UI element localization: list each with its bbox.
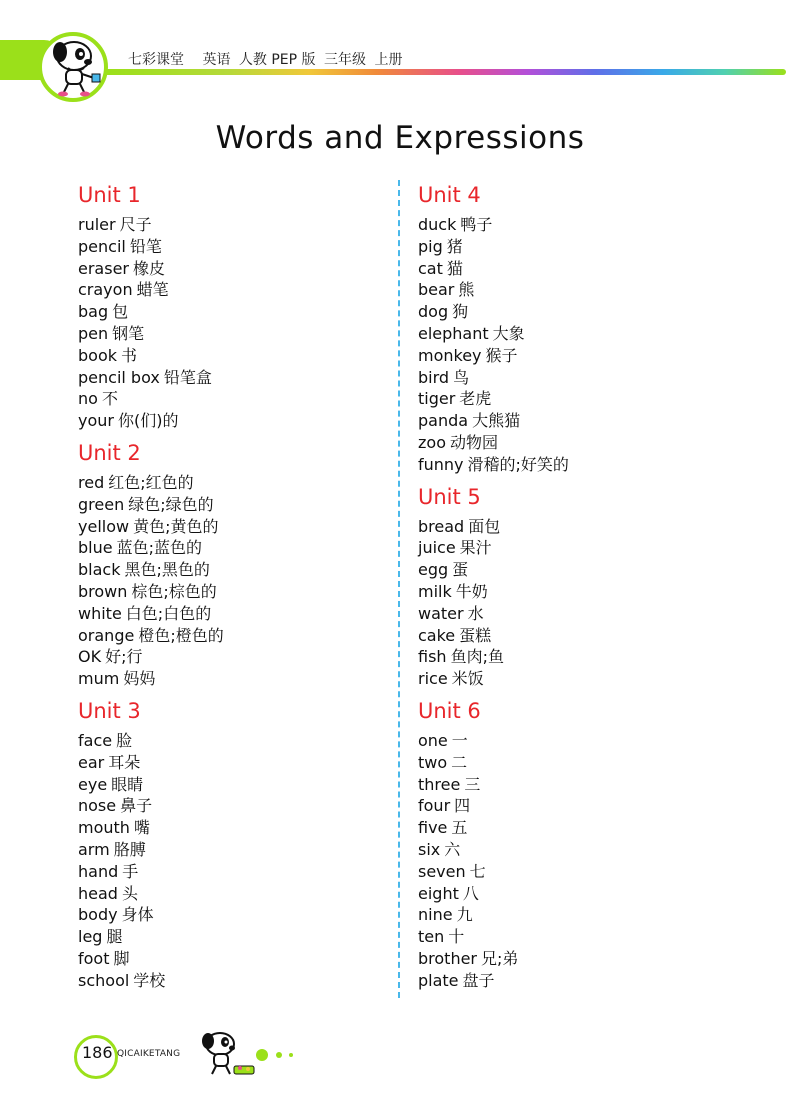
vocab-row (78, 279, 378, 301)
vocab-row (78, 904, 378, 926)
vocab-english: book (78, 345, 117, 365)
vocab-row (78, 752, 378, 774)
vocab-english: monkey (418, 345, 482, 365)
vocab-chinese: 鼻子 (120, 796, 153, 816)
vocab-row (418, 279, 758, 301)
header-grade: 三年级 (324, 52, 366, 68)
vocab-chinese: 猫 (446, 258, 463, 278)
unit-group (78, 696, 378, 992)
vocab-english: brother (418, 948, 478, 968)
vocab-chinese: 脸 (116, 730, 133, 750)
unit-group (78, 180, 378, 432)
vocab-row (418, 625, 758, 647)
vocab-english: cake (418, 625, 456, 645)
vocab-row (418, 236, 758, 258)
vocab-english: seven (418, 861, 466, 881)
vocab-row (78, 625, 378, 647)
vocab-chinese: 蛋糕 (459, 625, 492, 645)
vocab-chinese: 水 (467, 603, 484, 623)
vocab-row (78, 472, 378, 494)
vocab-row (418, 537, 758, 559)
vocab-row (418, 774, 758, 796)
vocab-chinese: 二 (451, 752, 468, 772)
vocab-chinese: 铅笔 (129, 236, 162, 256)
vocab-english: hand (78, 861, 119, 881)
vocab-row (418, 410, 758, 432)
vocab-chinese: 滑稽的;好笑的 (467, 454, 569, 474)
vocab-english: nine (418, 905, 453, 925)
vocab-english: panda (418, 411, 469, 431)
unit-heading: Unit 5 (418, 484, 481, 509)
vocab-english: egg (418, 560, 449, 580)
vocab-chinese: 包 (112, 302, 129, 322)
vocab-row (418, 258, 758, 280)
header-edition: 人教 PEP 版 (238, 52, 316, 68)
header-subject: 英语 (202, 52, 231, 68)
vocab-chinese: 不 (101, 389, 118, 409)
vocab-row (418, 516, 758, 538)
vocab-chinese: 绿色;绿色的 (128, 494, 214, 514)
header-rainbow-bar (104, 69, 786, 75)
vocab-chinese: 头 (121, 883, 138, 903)
vocab-chinese: 胳膊 (113, 839, 146, 859)
vocab-english: OK (78, 647, 102, 667)
vocab-chinese: 十 (448, 927, 465, 947)
vocab-english: pencil (78, 236, 126, 256)
vocab-row (418, 646, 758, 668)
vocab-chinese: 狗 (452, 302, 469, 322)
vocab-chinese: 红色;红色的 (108, 472, 194, 492)
unit-group (78, 438, 378, 690)
vocab-row (418, 603, 758, 625)
vocab-row (78, 795, 378, 817)
vocab-chinese: 脚 (113, 948, 130, 968)
vocab-row (78, 646, 378, 668)
vocab-chinese: 尺子 (119, 215, 152, 234)
vocab-english: white (78, 603, 122, 623)
vocab-row (78, 537, 378, 559)
vocab-chinese: 大象 (492, 323, 525, 343)
vocab-chinese: 鱼肉;鱼 (450, 647, 504, 667)
vocab-chinese: 手 (122, 861, 139, 881)
vocab-row (78, 839, 378, 861)
vocab-row (78, 603, 378, 625)
vocab-english: five (418, 818, 448, 838)
vocab-english: brown (78, 581, 128, 601)
vocab-english: yellow (78, 516, 130, 536)
vocab-chinese: 你(们)的 (117, 411, 179, 431)
header-series: 七彩课堂 (128, 52, 184, 68)
vocab-english: head (78, 883, 118, 903)
header-title (128, 49, 406, 69)
unit-heading: Unit 2 (78, 440, 141, 465)
vocab-english: one (418, 730, 448, 750)
page-number: 186 (82, 1043, 113, 1062)
vocab-row (78, 258, 378, 280)
vocab-row (418, 454, 758, 476)
vocab-row (78, 817, 378, 839)
footer-dot-large (256, 1049, 268, 1061)
vocab-chinese: 棕色;棕色的 (131, 581, 217, 601)
vocab-english: duck (418, 215, 457, 234)
vocab-row (78, 367, 378, 389)
vocab-row (418, 323, 758, 345)
vocab-chinese: 四 (454, 796, 471, 816)
vocab-row (78, 581, 378, 603)
vocab-chinese: 果汁 (459, 538, 492, 558)
unit-heading: Unit 3 (78, 698, 141, 723)
vocab-row (78, 236, 378, 258)
vocab-chinese: 腿 (106, 927, 123, 947)
vocab-chinese: 米饭 (451, 669, 484, 689)
vocab-english: crayon (78, 280, 133, 300)
vocab-english: milk (418, 581, 452, 601)
vocab-row (418, 883, 758, 905)
vocab-chinese: 猪 (446, 236, 463, 256)
vocab-chinese: 鸭子 (460, 215, 493, 234)
vocab-english: bread (418, 516, 465, 536)
vocab-row (418, 970, 758, 992)
vocab-english: plate (418, 970, 459, 990)
vocab-row (418, 581, 758, 603)
vocab-chinese: 一 (451, 730, 468, 750)
vocab-row (418, 214, 758, 236)
vocab-row (418, 795, 758, 817)
unit-heading: Unit 1 (78, 183, 141, 207)
vocab-english: your (78, 411, 114, 431)
vocab-chinese: 盘子 (462, 970, 495, 990)
right-column (418, 180, 758, 998)
vocab-chinese: 好;行 (105, 647, 143, 667)
unit-heading: Unit 6 (418, 698, 481, 723)
vocab-row (78, 970, 378, 992)
vocab-english: ear (78, 752, 105, 772)
vocab-row (78, 559, 378, 581)
vocab-row (418, 861, 758, 883)
vocab-english: dog (418, 302, 449, 322)
vocab-english: two (418, 752, 448, 772)
vocab-row (418, 817, 758, 839)
vocab-chinese: 蜡笔 (136, 280, 169, 300)
vocab-chinese: 橙色;橙色的 (138, 625, 224, 645)
vocab-chinese: 橡皮 (132, 258, 165, 278)
vocab-english: foot (78, 948, 110, 968)
vocab-english: ruler (78, 215, 116, 234)
vocab-row (418, 752, 758, 774)
vocab-english: pen (78, 323, 109, 343)
vocab-row (418, 301, 758, 323)
vocab-row (78, 926, 378, 948)
unit-group (418, 696, 758, 992)
vocab-chinese: 眼睛 (111, 774, 144, 794)
vocab-row (418, 926, 758, 948)
dog-mascot-icon (44, 34, 106, 98)
vocab-row (78, 494, 378, 516)
vocab-chinese: 耳朵 (108, 752, 141, 772)
footer-dot-small (289, 1053, 293, 1057)
vocab-row (78, 516, 378, 538)
vocab-chinese: 大熊猫 (472, 411, 521, 431)
vocab-chinese: 猴子 (485, 345, 518, 365)
vocab-row (418, 367, 758, 389)
vocab-row (78, 883, 378, 905)
vocab-row (418, 839, 758, 861)
vocab-row (418, 388, 758, 410)
vocab-chinese: 蛋 (452, 560, 469, 580)
vocab-chinese: 鸟 (453, 367, 470, 387)
vocab-english: bag (78, 302, 109, 322)
vocab-chinese: 学校 (133, 970, 166, 990)
vocab-chinese: 三 (464, 774, 481, 794)
left-column (78, 180, 378, 998)
vocab-chinese: 身体 (121, 905, 154, 925)
vocab-row (78, 301, 378, 323)
vocab-row (78, 774, 378, 796)
unit-heading: Unit 4 (418, 183, 481, 207)
vocab-english: three (418, 774, 461, 794)
vocab-chinese: 七 (469, 861, 486, 881)
vocab-chinese: 兄;弟 (481, 948, 519, 968)
vocab-row (418, 730, 758, 752)
vocab-chinese: 老虎 (459, 389, 492, 409)
vocab-english: nose (78, 796, 117, 816)
vocab-chinese: 牛奶 (455, 581, 488, 601)
vocab-row (78, 388, 378, 410)
page-title: Words and Expressions (215, 120, 585, 156)
vocab-english: body (78, 905, 118, 925)
vocab-english: water (418, 603, 464, 623)
vocab-row (418, 948, 758, 970)
vocab-english: blue (78, 538, 113, 558)
vocab-english: pig (418, 236, 443, 256)
vocab-chinese: 书 (121, 345, 138, 365)
vocab-row (78, 730, 378, 752)
vocab-row (418, 432, 758, 454)
vocab-english: cat (418, 258, 443, 278)
dog-mascot-footer-icon (198, 1028, 258, 1078)
footer-brand: QICAIKETANG (117, 1049, 181, 1059)
vocab-english: leg (78, 927, 103, 947)
vocab-english: bird (418, 367, 450, 387)
vocab-english: green (78, 494, 125, 514)
vocab-english: elephant (418, 323, 489, 343)
unit-group (418, 180, 758, 476)
vocab-row (418, 668, 758, 690)
vocab-chinese: 白色;白色的 (125, 603, 212, 623)
vocab-row (78, 323, 378, 345)
vocab-english: no (78, 389, 98, 409)
vocab-english: mum (78, 669, 120, 689)
vocab-chinese: 嘴 (133, 818, 150, 838)
vocab-english: eraser (78, 258, 129, 278)
vocab-english: ten (418, 927, 445, 947)
vocab-chinese: 面包 (468, 516, 501, 536)
vocab-chinese: 钢笔 (112, 323, 145, 343)
vocab-english: four (418, 796, 451, 816)
vocab-english: juice (418, 538, 456, 558)
vocab-chinese: 八 (462, 883, 479, 903)
vocab-english: pencil box (78, 367, 160, 387)
vocab-english: tiger (418, 389, 456, 409)
vocab-english: black (78, 560, 121, 580)
vocab-chinese: 黑色;黑色的 (124, 560, 210, 580)
vocab-chinese: 六 (444, 839, 461, 859)
vocab-chinese: 九 (456, 905, 473, 925)
vocab-chinese: 黄色;黄色的 (133, 516, 219, 536)
vocab-row (78, 214, 378, 236)
vocab-chinese: 五 (451, 818, 468, 838)
vocab-row (78, 948, 378, 970)
vocab-chinese: 铅笔盒 (163, 367, 212, 387)
header-volume: 上册 (374, 52, 403, 68)
vocab-chinese: 蓝色;蓝色的 (116, 538, 202, 558)
vocab-english: eye (78, 774, 108, 794)
vocab-row (78, 861, 378, 883)
vocab-row (418, 559, 758, 581)
vocab-english: zoo (418, 432, 446, 452)
vocab-english: arm (78, 839, 110, 859)
vocab-english: school (78, 970, 130, 990)
vocab-chinese: 动物园 (449, 432, 498, 452)
column-divider (398, 180, 400, 998)
vocab-row (418, 904, 758, 926)
footer-dot-medium (276, 1052, 282, 1058)
vocab-chinese: 熊 (458, 280, 475, 300)
vocab-english: bear (418, 280, 455, 300)
vocab-english: rice (418, 669, 448, 689)
vocab-english: fish (418, 647, 447, 667)
vocab-english: mouth (78, 818, 130, 838)
vocab-row (78, 410, 378, 432)
vocab-english: orange (78, 625, 135, 645)
vocab-english: face (78, 730, 113, 750)
vocab-row (78, 668, 378, 690)
vocab-english: funny (418, 454, 464, 474)
vocab-row (78, 345, 378, 367)
unit-group (418, 482, 758, 690)
vocab-english: eight (418, 883, 459, 903)
vocab-row (418, 345, 758, 367)
vocab-chinese: 妈妈 (123, 669, 156, 689)
vocab-english: six (418, 839, 441, 859)
vocab-english: red (78, 472, 105, 492)
